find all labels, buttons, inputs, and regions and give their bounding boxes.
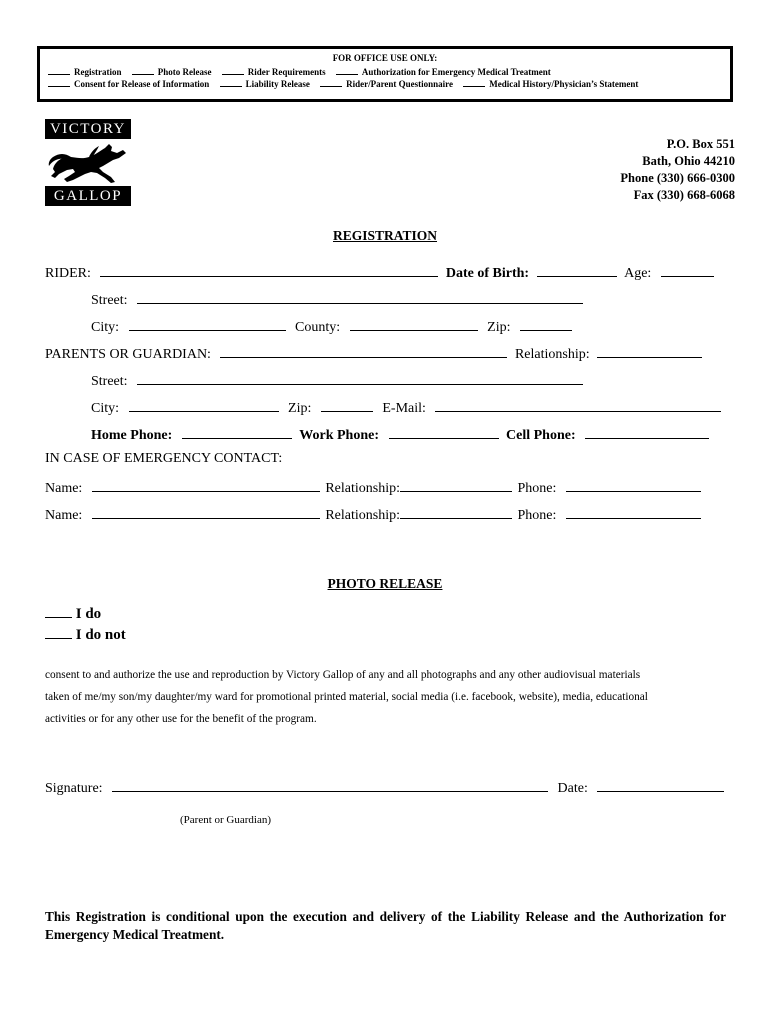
phone-label: Phone: xyxy=(517,508,557,523)
city-label: City: xyxy=(91,401,120,416)
check-blank[interactable] xyxy=(320,78,342,87)
emergency-phone-field-2[interactable] xyxy=(566,505,701,519)
logo-bottom-text: GALLOP xyxy=(45,186,131,206)
i-do-not-label: I do not xyxy=(75,627,126,643)
date-label: Date: xyxy=(557,781,588,796)
photo-release-heading: PHOTO RELEASE xyxy=(327,576,443,591)
rider-street-row xyxy=(91,290,583,309)
office-item: Medical History/Physician’s Statement xyxy=(489,79,639,89)
relationship-label: Relationship: xyxy=(325,481,400,496)
office-use-title: FOR OFFICE USE ONLY: xyxy=(332,53,438,63)
work-phone-field[interactable] xyxy=(389,425,499,439)
emergency-relationship-field-1[interactable] xyxy=(400,478,512,492)
rider-county-field[interactable] xyxy=(350,317,478,331)
emergency-relationship-field-2[interactable] xyxy=(400,505,512,519)
address-po-box: P.O. Box 551 xyxy=(666,137,735,151)
county-label: County: xyxy=(295,320,341,335)
office-use-row-2 xyxy=(48,78,638,89)
name-label: Name: xyxy=(45,481,83,496)
parents-zip-field[interactable] xyxy=(321,398,373,412)
relationship-label: Relationship: xyxy=(514,347,590,362)
city-label: City: xyxy=(91,320,120,335)
parents-row xyxy=(45,344,702,363)
logo-top-text: VICTORY xyxy=(45,119,131,139)
footer-notice: This Registration is conditional upon the execution and delivery of the Liability Release and the Authorization for Emergency Medical Treatment. xyxy=(45,909,726,942)
consent-line: activities or for any other use for the benefit of the program. xyxy=(45,713,317,725)
dob-label: Date of Birth: xyxy=(445,266,530,281)
rider-city-row xyxy=(91,317,572,336)
parents-city-field[interactable] xyxy=(129,398,279,412)
victory-gallop-logo xyxy=(45,119,131,207)
parents-city-row xyxy=(91,398,721,417)
email-label: E-Mail: xyxy=(382,401,426,416)
date-field[interactable] xyxy=(597,778,724,792)
address-block xyxy=(620,136,735,204)
check-blank[interactable] xyxy=(48,66,70,75)
emergency-heading: IN CASE OF EMERGENCY CONTACT: xyxy=(45,451,283,466)
office-item: Authorization for Emergency Medical Treatment xyxy=(361,67,551,77)
i-do-not-option xyxy=(45,624,126,644)
dob-field[interactable] xyxy=(537,263,617,277)
horse-icon xyxy=(45,139,131,186)
address-fax: Fax (330) 668-6068 xyxy=(633,188,735,202)
i-do-blank[interactable] xyxy=(45,603,72,618)
parents-email-field[interactable] xyxy=(435,398,721,412)
office-item: Rider/Parent Questionnaire xyxy=(346,79,453,89)
rider-row xyxy=(45,263,714,282)
consent-paragraph xyxy=(45,664,727,730)
emergency-phone-field-1[interactable] xyxy=(566,478,701,492)
cell-phone-label: Cell Phone: xyxy=(506,428,576,443)
registration-heading: REGISTRATION xyxy=(332,228,438,243)
rider-street-field[interactable] xyxy=(137,290,583,304)
office-item: Registration xyxy=(74,67,122,77)
office-item: Photo Release xyxy=(157,67,212,77)
check-blank[interactable] xyxy=(463,78,485,87)
phones-row xyxy=(91,425,709,444)
age-field[interactable] xyxy=(661,263,714,277)
address-city: Bath, Ohio 44210 xyxy=(642,154,735,168)
street-label: Street: xyxy=(91,293,128,308)
emergency-contact-row-2 xyxy=(45,505,701,524)
office-item: Consent for Release of Information xyxy=(74,79,210,89)
zip-label: Zip: xyxy=(487,320,511,335)
emergency-name-field-2[interactable] xyxy=(92,505,320,519)
check-blank[interactable] xyxy=(222,66,244,75)
signature-row xyxy=(45,778,724,797)
parents-street-field[interactable] xyxy=(137,371,583,385)
rider-city-field[interactable] xyxy=(129,317,286,331)
check-blank[interactable] xyxy=(220,78,242,87)
emergency-contact-row-1 xyxy=(45,478,701,497)
home-phone-field[interactable] xyxy=(182,425,292,439)
i-do-not-blank[interactable] xyxy=(45,624,72,639)
consent-line: taken of me/my son/my daughter/my ward for promotional printed material, social media (i.e. facebook, website), media, educational xyxy=(45,691,648,703)
name-label: Name: xyxy=(45,508,83,523)
parents-name-field[interactable] xyxy=(220,344,507,358)
home-phone-label: Home Phone: xyxy=(91,428,173,443)
street-label: Street: xyxy=(91,374,128,389)
signature-label: Signature: xyxy=(45,781,103,796)
consent-line: consent to and authorize the use and reproduction by Victory Gallop of any and all photographs and any other audiovisual materials xyxy=(45,669,641,681)
age-label: Age: xyxy=(624,266,652,281)
phone-label: Phone: xyxy=(517,481,557,496)
office-use-box xyxy=(37,46,733,102)
office-item: Liability Release xyxy=(245,79,310,89)
check-blank[interactable] xyxy=(132,66,154,75)
parents-relationship-field[interactable] xyxy=(597,344,702,358)
i-do-label: I do xyxy=(75,606,102,622)
office-use-row-1 xyxy=(48,66,551,77)
emergency-name-field-1[interactable] xyxy=(92,478,320,492)
i-do-option xyxy=(45,603,101,623)
office-item: Rider Requirements xyxy=(247,67,326,77)
check-blank[interactable] xyxy=(48,78,70,87)
work-phone-label: Work Phone: xyxy=(299,428,379,443)
rider-label: RIDER: xyxy=(45,266,91,281)
relationship-label: Relationship: xyxy=(325,508,400,523)
address-phone: Phone (330) 666-0300 xyxy=(620,171,735,185)
cell-phone-field[interactable] xyxy=(585,425,709,439)
parents-street-row xyxy=(91,371,583,390)
parent-guardian-note: (Parent or Guardian) xyxy=(180,814,272,826)
rider-name-field[interactable] xyxy=(100,263,438,277)
signature-field[interactable] xyxy=(112,778,548,792)
parents-label: PARENTS OR GUARDIAN: xyxy=(45,347,211,362)
check-blank[interactable] xyxy=(336,66,358,75)
rider-zip-field[interactable] xyxy=(520,317,572,331)
zip-label: Zip: xyxy=(288,401,312,416)
